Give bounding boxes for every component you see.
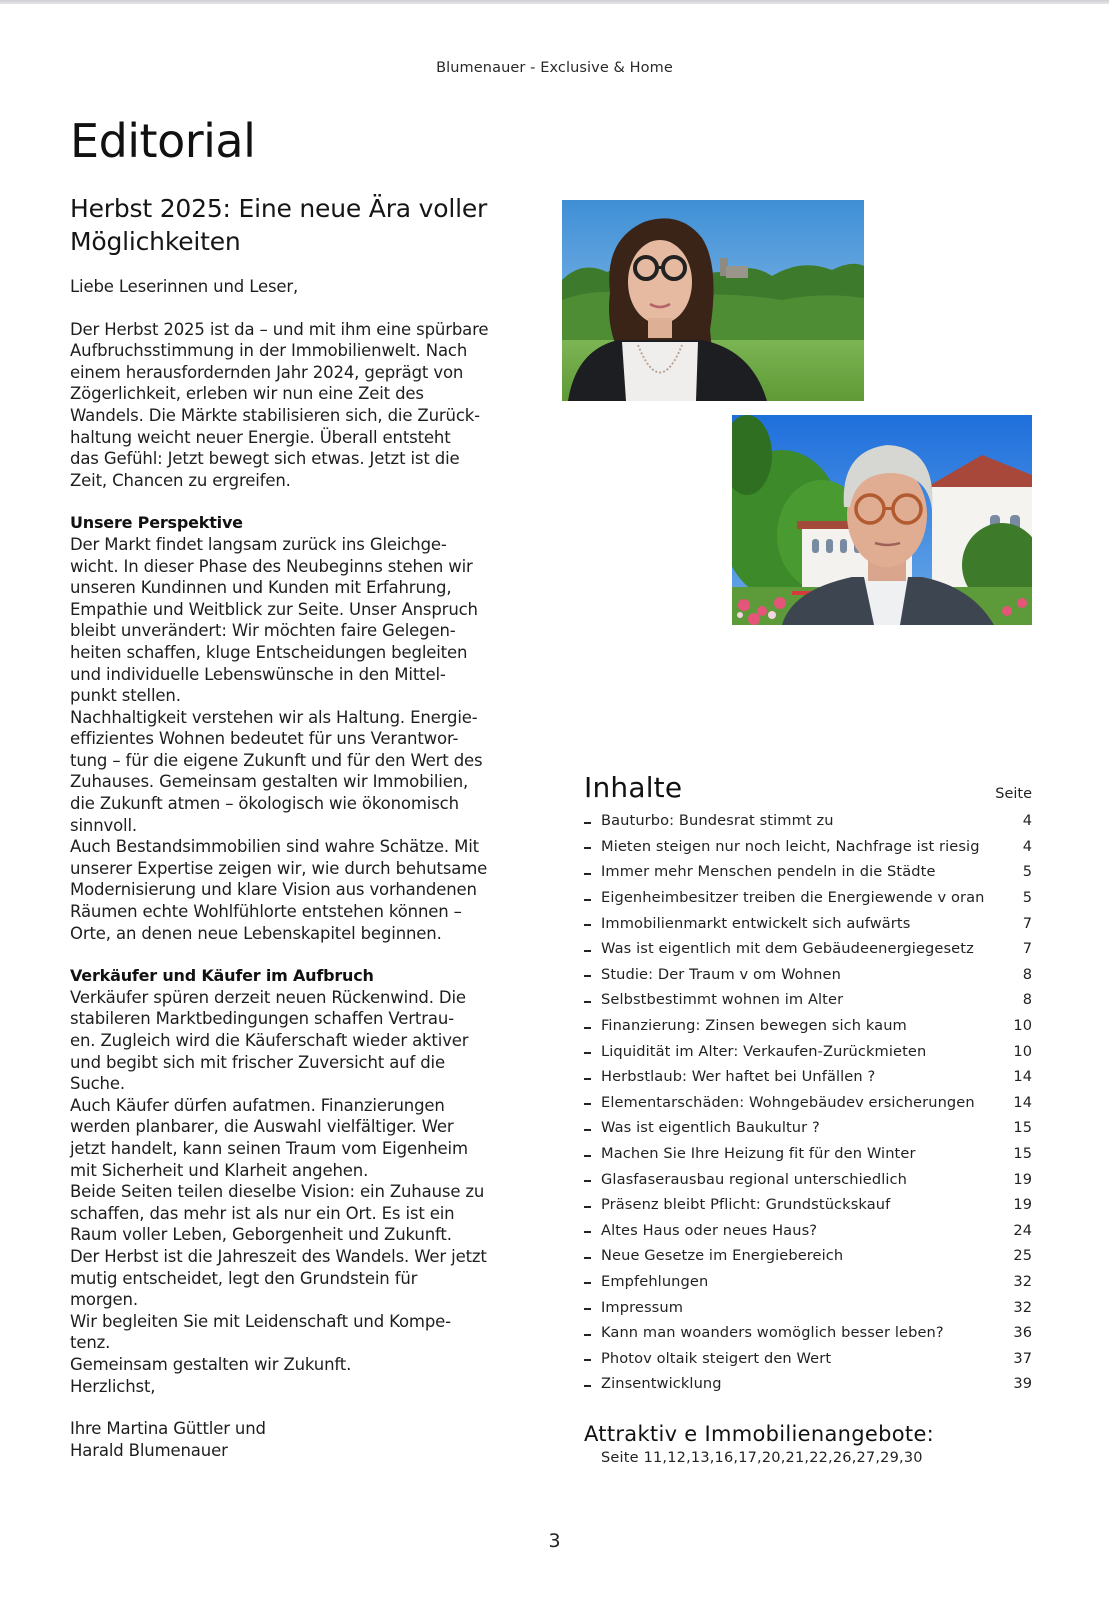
body-line: Beide Seiten teilen dieselbe Vision: ein Zuhause zu	[70, 1182, 485, 1202]
dash-icon	[584, 950, 591, 952]
dash-icon	[584, 1308, 591, 1310]
body-line: werden planbarer, die Auswahl vielfältiger. Wer	[70, 1117, 454, 1137]
toc-item-page: 32	[1013, 1298, 1032, 1316]
dash-icon	[584, 1180, 591, 1182]
toc-item[interactable]	[584, 1090, 1032, 1116]
body-line: mutig entscheidet, legt den Grundstein für	[70, 1268, 418, 1288]
toc-item[interactable]	[584, 1243, 1032, 1269]
toc-item[interactable]	[584, 1320, 1032, 1346]
toc-item-label: Studie: Der Traum v om Wohnen	[601, 965, 841, 983]
toc-item[interactable]	[584, 1013, 1032, 1039]
dash-icon	[584, 1359, 591, 1361]
dash-icon	[584, 1078, 591, 1080]
toc-item-page: 4	[1022, 837, 1032, 855]
toc-item-label: Mieten steigen nur noch leicht, Nachfrage ist riesig	[601, 837, 980, 855]
dash-icon	[584, 924, 591, 926]
dash-icon	[584, 1334, 591, 1336]
body-line: Nachhaltigkeit verstehen wir als Haltung. Energie-	[70, 707, 478, 727]
body-line: en. Zugleich wird die Käuferschaft wieder aktiver	[70, 1031, 469, 1050]
running-header: Blumenauer - Exclusive & Home	[436, 60, 673, 76]
body-line: effizientes Wohnen bedeutet für uns Verantwor-	[70, 729, 459, 749]
toc-item[interactable]	[584, 1141, 1032, 1167]
page-title: Editorial	[70, 114, 256, 168]
toc-item-page: 10	[1013, 1017, 1032, 1035]
body-line: sinnvoll.	[70, 815, 138, 835]
body-line: Räumen echte Wohlfühlorte entstehen können –	[70, 902, 462, 922]
offers-title: Attraktiv e Immobilienangebote:	[584, 1422, 935, 1446]
dash-icon	[584, 1155, 591, 1157]
intro-line: Wandels. Die Märkte stabilisieren sich, die Zurück-	[70, 405, 480, 425]
intro-line: Aufbruchsstimmung in der Immobilienwelt. Nach	[70, 341, 468, 361]
body-line: die Zukunft atmen – ökologisch wie ökonomisch	[70, 794, 459, 814]
toc-item-page: 14	[1013, 1093, 1032, 1111]
dash-icon	[584, 1001, 591, 1003]
portrait-woman-image	[562, 200, 864, 401]
editorial-column	[70, 192, 520, 1461]
intro-paragraph	[70, 319, 520, 492]
toc-item-label: Elementarschäden: Wohngebäudev ersicherungen	[601, 1093, 975, 1111]
toc-item-page: 7	[1022, 940, 1032, 958]
signature-line: Harald Blumenauer	[70, 1440, 228, 1460]
toc-item[interactable]	[584, 936, 1032, 962]
toc-item-label: Immer mehr Menschen pendeln in die Städte	[601, 863, 936, 881]
section-heading-perspektive: Unsere Perspektive	[70, 513, 243, 533]
dash-icon	[584, 1385, 591, 1387]
toc-item[interactable]	[584, 885, 1032, 911]
body-line: Verkäufer spüren derzeit neuen Rückenwind. Die	[70, 987, 466, 1007]
toc-item[interactable]	[584, 1115, 1032, 1141]
toc-list	[584, 808, 1032, 1397]
editorial-subtitle	[70, 192, 520, 258]
signature	[70, 1418, 520, 1461]
body-line: jetzt handelt, kann seinen Traum vom Eigenheim	[70, 1138, 468, 1158]
body-line: Der Herbst ist die Jahreszeit des Wandels. Wer jetzt	[70, 1246, 487, 1266]
toc-item-label: Was ist eigentlich mit dem Gebäudeenergiegesetz	[601, 940, 974, 958]
body-line: Modernisierung und klare Vision aus vorhandenen	[70, 880, 477, 900]
dash-icon	[584, 899, 591, 901]
toc-item-label: Altes Haus oder neues Haus?	[601, 1221, 818, 1239]
toc-item-page: 10	[1013, 1042, 1032, 1060]
section-body-aufbruch	[70, 987, 520, 1397]
toc-item-label: Liquidität im Alter: Verkaufen-Zurückmieten	[601, 1042, 927, 1060]
property-offers	[584, 1422, 934, 1466]
toc-item-label: Glasfaserausbau regional unterschiedlich	[601, 1170, 908, 1188]
dash-icon	[584, 822, 591, 824]
toc-item-label: Neue Gesetze im Energiebereich	[601, 1247, 844, 1265]
body-line: Raum voller Leben, Geborgenheit und Zukunft.	[70, 1225, 452, 1245]
toc-item-page: 25	[1013, 1247, 1032, 1265]
body-line: Auch Käufer dürfen aufatmen. Finanzierungen	[70, 1095, 445, 1115]
body-line: Empathie und Weitblick zur Seite. Unser Anspruch	[70, 599, 478, 619]
toc-item[interactable]	[584, 962, 1032, 988]
body-line: Orte, an denen neue Lebenskapitel beginnen.	[70, 923, 442, 943]
toc-item-label: Zinsentwicklung	[601, 1375, 722, 1393]
intro-line: einem herausfordernden Jahr 2024, geprägt von	[70, 362, 464, 382]
subtitle-line: Herbst 2025: Eine neue Ära voller	[70, 194, 488, 223]
intro-line: Der Herbst 2025 ist da – und mit ihm eine spürbare	[70, 319, 489, 339]
toc-item-page: 14	[1013, 1068, 1032, 1086]
body-line: heiten schaffen, kluge Entscheidungen begleiten	[70, 642, 468, 662]
body-line: und begibt sich mit frischer Zuversicht auf die	[70, 1052, 445, 1072]
toc-item[interactable]	[584, 1192, 1032, 1218]
body-line: unseren Kundinnen und Kunden mit Erfahrung,	[70, 578, 452, 598]
toc-item-page: 4	[1022, 812, 1032, 830]
toc-item-page: 7	[1022, 914, 1032, 932]
toc-item-label: Kann man woanders womöglich besser leben?	[601, 1324, 944, 1342]
dash-icon	[584, 847, 591, 849]
toc-page-column-label: Seite	[995, 786, 1032, 802]
body-line: Zuhauses. Gemeinsam gestalten wir Immobilien,	[70, 772, 469, 792]
toc-item-label: Bauturbo: Bundesrat stimmt zu	[601, 812, 834, 830]
toc-title: Inhalte	[584, 771, 683, 804]
toc-item[interactable]	[584, 1218, 1032, 1244]
body-line: und individuelle Lebenswünsche in den Mittel-	[70, 664, 446, 684]
toc-item[interactable]	[584, 1064, 1032, 1090]
toc-item-label: Impressum	[601, 1298, 684, 1316]
toc-item-page: 19	[1013, 1196, 1032, 1214]
dash-icon	[584, 1129, 591, 1131]
body-line: unserer Expertise zeigen wir, wie durch behutsame	[70, 858, 488, 878]
body-line: morgen.	[70, 1290, 138, 1310]
toc-item-page: 5	[1022, 863, 1032, 881]
toc-item[interactable]	[584, 1166, 1032, 1192]
body-line: punkt stellen.	[70, 686, 181, 706]
salutation: Liebe Leserinnen und Leser,	[70, 277, 299, 296]
section-heading-aufbruch: Verkäufer und Käufer im Aufbruch	[70, 966, 374, 986]
toc-item-page: 19	[1013, 1170, 1032, 1188]
intro-line: das Gefühl: Jetzt bewegt sich etwas. Jetzt ist die	[70, 449, 460, 469]
toc-item[interactable]	[584, 834, 1032, 860]
toc-item-label: Immobilienmarkt entwickelt sich aufwärts	[601, 914, 911, 932]
body-line: Wir begleiten Sie mit Leidenschaft und Kompe-	[70, 1311, 451, 1331]
toc-item[interactable]	[584, 1371, 1032, 1397]
dash-icon	[584, 1052, 591, 1054]
dash-icon	[584, 873, 591, 875]
body-line: Auch Bestandsimmobilien sind wahre Schätze. Mit	[70, 837, 479, 857]
toc-item-page: 15	[1013, 1119, 1032, 1137]
body-line: Suche.	[70, 1074, 125, 1094]
dash-icon	[584, 1257, 591, 1259]
photo-portrait-woman	[562, 200, 864, 401]
body-line: mit Sicherheit und Klarheit angehen.	[70, 1160, 369, 1180]
toc-item-label: Herbstlaub: Wer haftet bei Unfällen ?	[601, 1068, 876, 1086]
toc-item-page: 32	[1013, 1272, 1032, 1290]
toc-item[interactable]	[584, 987, 1032, 1013]
body-line: tung – für die eigene Zukunft und für den Wert des	[70, 750, 483, 770]
intro-line: Zögerlichkeit, erleben wir nun eine Zeit des	[70, 384, 424, 404]
body-line: schaffen, das mehr ist als nur ein Ort. Es ist ein	[70, 1203, 455, 1223]
toc-item[interactable]	[584, 808, 1032, 834]
table-of-contents	[584, 770, 1032, 1397]
toc-item-page: 8	[1022, 965, 1032, 983]
subtitle-line: Möglichkeiten	[70, 227, 241, 256]
toc-item-page: 36	[1013, 1324, 1032, 1342]
section-body-perspektive	[70, 534, 520, 944]
toc-item-label: Photov oltaik steigert den Wert	[601, 1349, 832, 1367]
toc-item-label: Präsenz bleibt Pflicht: Grundstückskauf	[601, 1196, 891, 1214]
body-line: tenz.	[70, 1333, 111, 1353]
dash-icon	[584, 1103, 591, 1105]
toc-item-page: 15	[1013, 1145, 1032, 1163]
dash-icon	[584, 1231, 591, 1233]
top-border	[0, 0, 1109, 4]
toc-item-label: Empfehlungen	[601, 1272, 709, 1290]
body-line: wicht. In dieser Phase des Neubeginns stehen wir	[70, 556, 473, 576]
toc-item-label: Finanzierung: Zinsen bewegen sich kaum	[601, 1017, 907, 1035]
toc-item[interactable]	[584, 910, 1032, 936]
body-line: Der Markt findet langsam zurück ins Gleichge-	[70, 534, 447, 554]
body-line: bleibt unverändert: Wir möchten faire Gelegen-	[70, 621, 456, 641]
toc-item-page: 39	[1013, 1375, 1032, 1393]
toc-item-label: Machen Sie Ihre Heizung fit für den Winter	[601, 1145, 916, 1163]
toc-item[interactable]	[584, 1269, 1032, 1295]
intro-line: haltung weicht neuer Energie. Überall entsteht	[70, 427, 451, 447]
toc-item[interactable]	[584, 1294, 1032, 1320]
toc-item-page: 8	[1022, 991, 1032, 1009]
dash-icon	[584, 1282, 591, 1284]
signature-line: Ihre Martina Güttler und	[70, 1419, 266, 1439]
body-line: stabileren Marktbedingungen schaffen Vertrau-	[70, 1009, 454, 1029]
toc-item-page: 24	[1013, 1221, 1032, 1239]
dash-icon	[584, 975, 591, 977]
dash-icon	[584, 1027, 591, 1029]
toc-item-label: Selbstbestimmt wohnen im Alter	[601, 991, 844, 1009]
body-line: Herzlichst,	[70, 1376, 156, 1396]
toc-item-page: 37	[1013, 1349, 1032, 1367]
photo-portrait-man	[732, 415, 1032, 625]
toc-item-page: 5	[1022, 889, 1032, 907]
body-line: Gemeinsam gestalten wir Zukunft.	[70, 1354, 352, 1374]
intro-line: Zeit, Chancen zu ergreifen.	[70, 470, 291, 490]
toc-item-label: Was ist eigentlich Baukultur ?	[601, 1119, 820, 1137]
dash-icon	[584, 1206, 591, 1208]
offers-pages[interactable]: Seite 11,12,13,16,17,20,21,22,26,27,29,30	[601, 1450, 923, 1466]
portrait-man-image	[732, 415, 1032, 625]
toc-item-label: Eigenheimbesitzer treiben die Energiewende v oran	[601, 889, 985, 907]
page-number: 3	[548, 1530, 561, 1552]
toc-item[interactable]	[584, 1345, 1032, 1371]
toc-item[interactable]	[584, 1038, 1032, 1064]
toc-item[interactable]	[584, 859, 1032, 885]
toc-header	[584, 770, 1032, 804]
